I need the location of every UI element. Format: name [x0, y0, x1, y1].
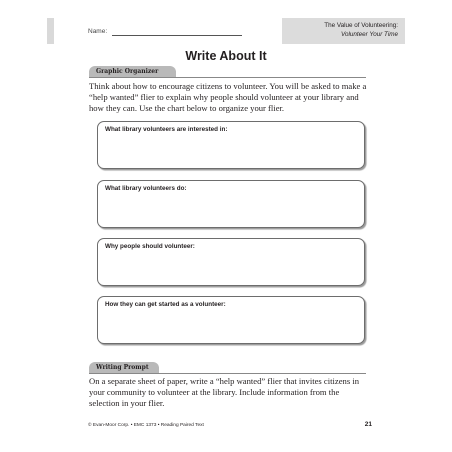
writing-prompt-text: On a separate sheet of paper, write a “help wanted” flier that invites citizens in your community to volunteer at the library. Include information from the selection in your flier.: [89, 376, 360, 408]
organizer-box-interests[interactable]: [97, 121, 365, 169]
graphic-organizer-tab: Graphic Organizer: [89, 66, 176, 77]
side-tab-marker: [47, 18, 54, 44]
unit-title-box: [282, 18, 405, 44]
name-blank-line[interactable]: [112, 35, 242, 36]
footer-credit: © Evan-Moor Corp. • EMC 1373 • Reading Paired Text: [88, 423, 204, 428]
organizer-box-label: How they can get started as a volunteer:: [105, 301, 226, 308]
unit-subtitle: Volunteer Your Time: [341, 31, 398, 38]
page-title: Write About It: [185, 49, 267, 63]
organizer-box-label: Why people should volunteer:: [105, 243, 195, 250]
graphic-organizer-instructions: Think about how to encourage citizens to volunteer. You will be asked to make a “help wanted” flier to explain why people should volunteer at your library and how they can. Use the chart below to organize your flier.: [89, 81, 367, 113]
graphic-organizer-rule: [89, 77, 366, 78]
organizer-box-duties[interactable]: [97, 180, 365, 228]
page-number: 21: [364, 421, 372, 428]
name-label: Name:: [88, 28, 108, 35]
writing-prompt-rule: [89, 373, 366, 374]
organizer-box-label: What library volunteers do:: [105, 185, 187, 192]
organizer-box-getting-started[interactable]: [97, 296, 365, 344]
unit-title: The Value of Volunteering:: [324, 22, 398, 29]
organizer-box-label: What library volunteers are interested in:: [105, 126, 228, 133]
organizer-box-reasons[interactable]: [97, 238, 365, 286]
writing-prompt-tab: Writing Prompt: [89, 362, 159, 373]
